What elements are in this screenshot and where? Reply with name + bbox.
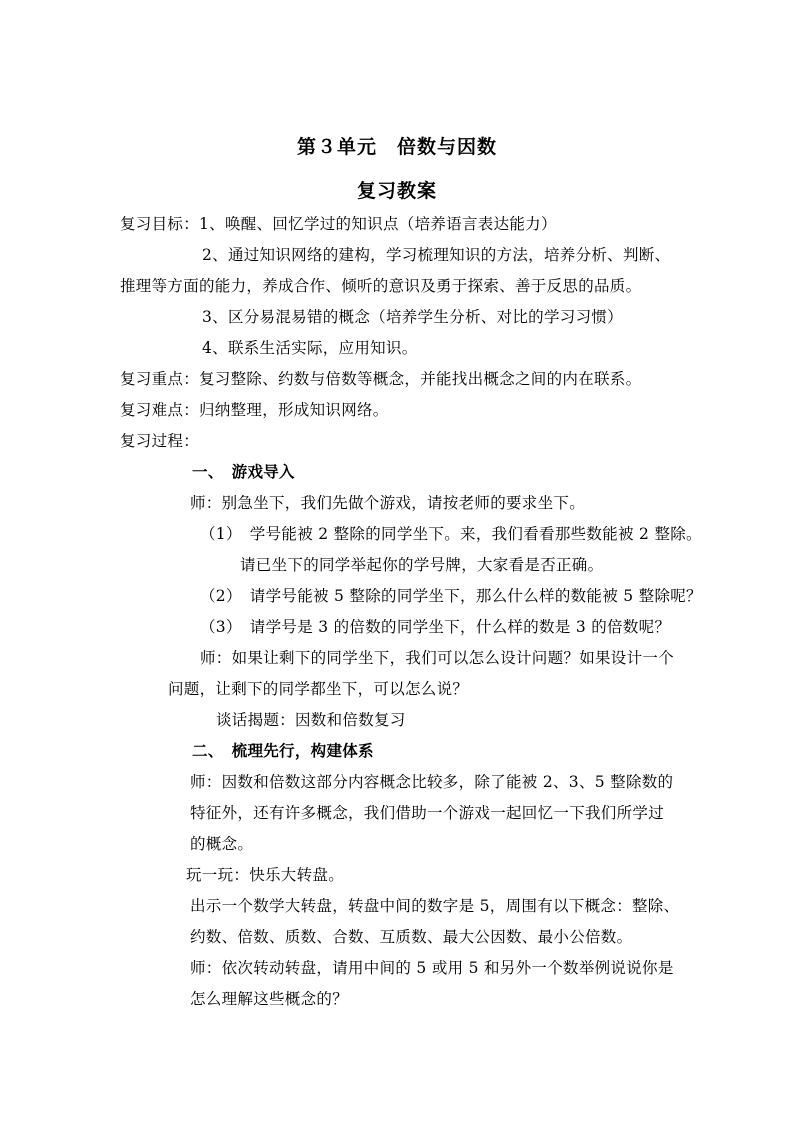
goal-line-4: 4、联系生活实际，应用知识。 <box>202 339 418 357</box>
key-points: 复习重点：复习整除、约数与倍数等概念，并能找出概念之间的内在联系。 <box>120 370 642 388</box>
item-2: （2） 请学号能被 5 整除的同学坐下，那么什么样的数能被 5 整除呢？ <box>200 587 702 605</box>
difficult-points: 复习难点：归纳整理，形成知识网络。 <box>120 401 389 419</box>
teacher-instruction-cont: 怎么理解这些概念的？ <box>190 990 349 1008</box>
process-heading: 复习过程： <box>120 432 200 450</box>
goal-line-2-cont: 推理等方面的能力，养成合作、倾听的意识及勇于探索、善于反思的品质。 <box>120 277 642 295</box>
teacher-question: 师：如果让剩下的同学坐下，我们可以怎么设计问题？如果设计一个 <box>200 649 675 667</box>
goal-line-3: 3、区分易混易错的概念（培养学生分析、对比的学习习惯） <box>202 308 623 326</box>
teacher-line-1: 师：别急坐下，我们先做个游戏，请按老师的要求坐下。 <box>190 494 586 512</box>
item-1-cont: 请已坐下的同学举起你的学号牌，大家看是否正确。 <box>240 556 604 574</box>
section-1-heading: 一、 游戏导入 <box>192 462 295 481</box>
activity-desc: 出示一个数学大转盘，转盘中间的数字是 5，周围有以下概念：整除、 <box>190 897 680 915</box>
teacher-intro: 师：因数和倍数这部分内容概念比较多，除了能被 2、3、5 整除数的 <box>190 773 674 791</box>
teacher-question-cont: 问题，让剩下的同学都坐下，可以怎么说？ <box>168 680 469 698</box>
document-subtitle: 复习教案 <box>356 180 437 202</box>
teacher-intro-cont-1: 特征外，还有许多概念，我们借助一个游戏一起回忆一下我们所学过 <box>190 804 665 822</box>
section-2-heading: 二、 梳理先行，构建体系 <box>192 741 374 760</box>
activity-desc-cont: 约数、倍数、质数、合数、互质数、最大公因数、最小公倍数。 <box>190 928 633 946</box>
teacher-intro-cont-2: 的概念。 <box>190 835 254 853</box>
item-1: （1） 学号能被 2 整除的同学坐下。来，我们看看那些数能被 2 整除。 <box>200 525 702 543</box>
activity-title: 玩一玩：快乐大转盘。 <box>186 866 345 884</box>
goal-line-1: 复习目标：1、唤醒、回忆学过的知识点（培养语言表达能力） <box>120 215 557 233</box>
teacher-instruction: 师：依次转动转盘，请用中间的 5 或用 5 和另外一个数举例说说你是 <box>190 959 674 977</box>
topic-reveal: 谈话揭题：因数和倍数复习 <box>216 711 406 729</box>
goal-line-2: 2、通过知识网络的建构，学习梳理知识的方法，培养分析、判断、 <box>202 246 671 264</box>
document-title: 第３单元 倍数与因数 <box>296 136 497 158</box>
item-3: （3） 请学号是 3 的倍数的同学坐下，什么样的数是 3 的倍数呢？ <box>200 618 671 636</box>
